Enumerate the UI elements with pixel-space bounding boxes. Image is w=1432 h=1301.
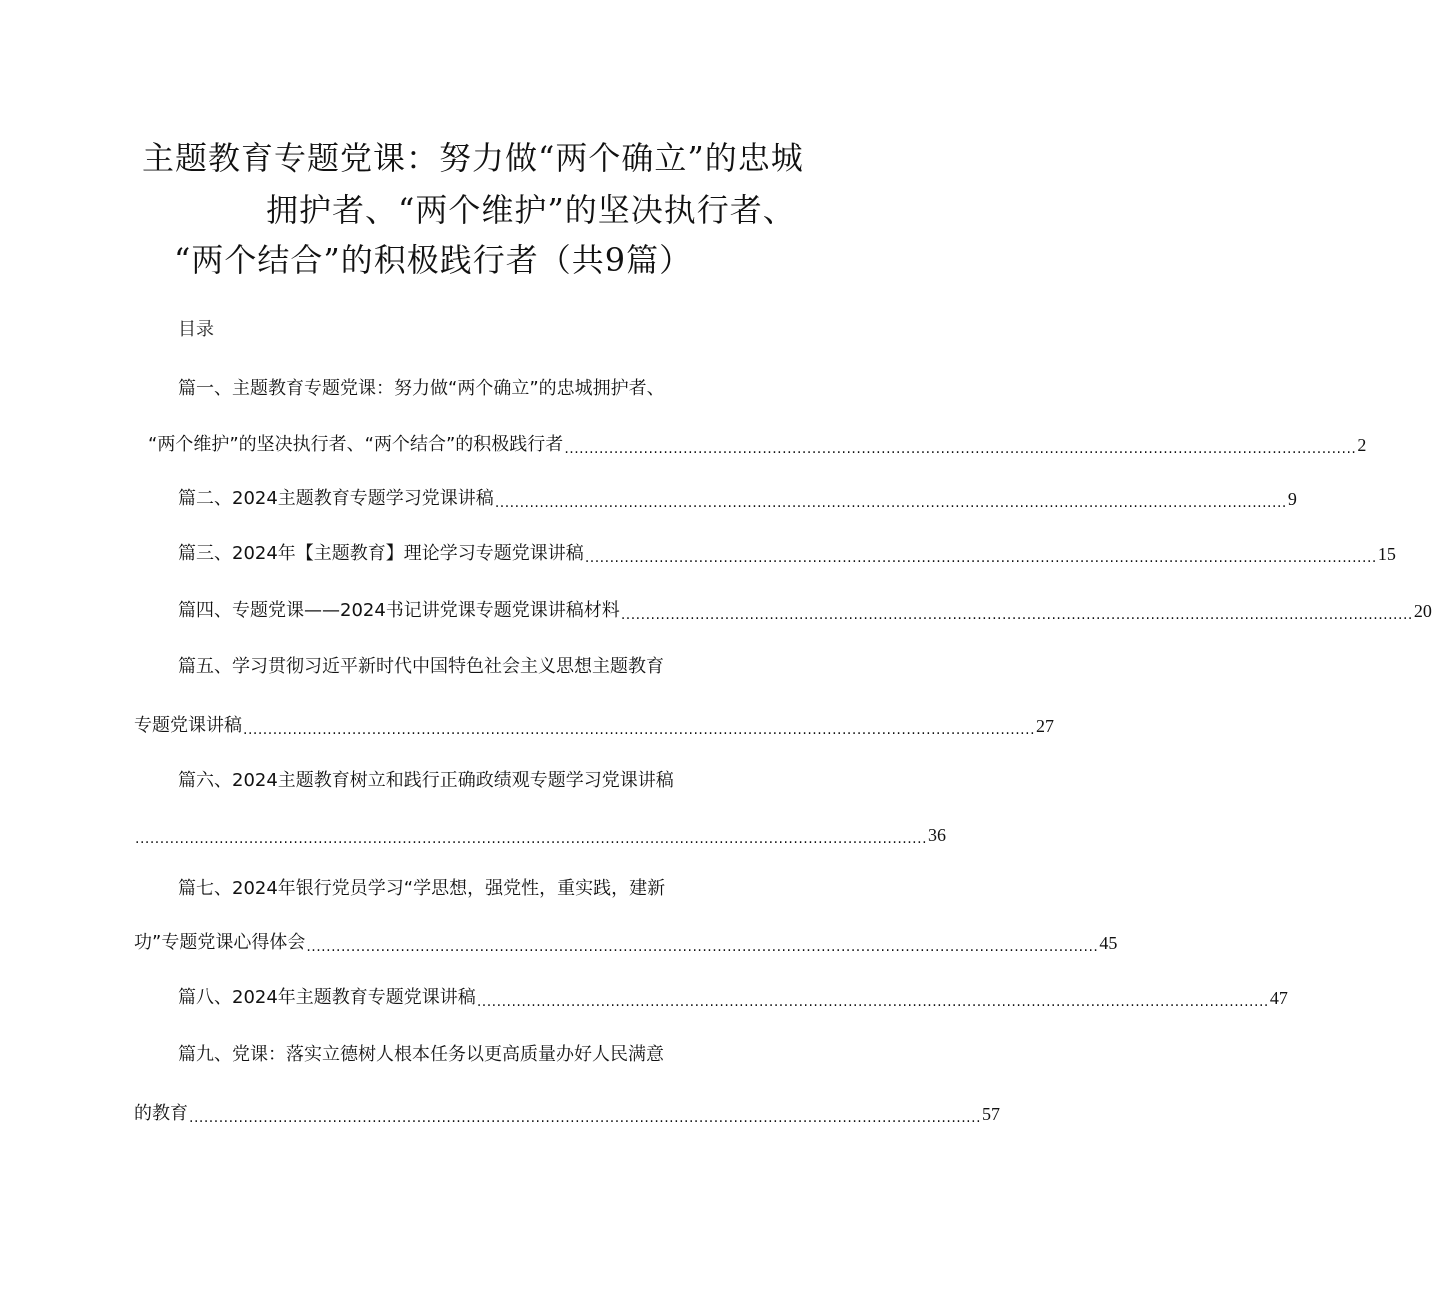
toc-entry-5-line-1[interactable] <box>178 654 664 680</box>
toc-entry-label: 篇七、2024年银行党员学习“学思想，强党性，重实践，建新 <box>178 878 666 899</box>
toc-page-number: 36 <box>928 825 947 845</box>
toc-page-number: 9 <box>1287 489 1297 509</box>
toc-entry-1-line-2[interactable] <box>148 432 1367 458</box>
toc-entry-label: 的教育 <box>134 1103 188 1124</box>
toc-entry-label: 篇九、党课：落实立德树人根本任务以更高质量办好人民满意 <box>178 1044 664 1065</box>
toc-entry-6-line-2[interactable] <box>134 822 947 848</box>
toc-entry-9-line-1[interactable] <box>178 1042 664 1068</box>
leader-dots: ................................................................................................................................................................ <box>306 939 1099 955</box>
toc-entry-label: 篇二、2024主题教育专题学习党课讲稿 <box>178 488 494 509</box>
toc-entry-2[interactable] <box>178 486 1297 512</box>
toc-entry-7-line-1[interactable] <box>178 876 665 902</box>
leader-dots: ................................................................................................................................................................ <box>476 994 1269 1010</box>
toc-entry-label: 专题党课讲稿 <box>134 715 242 736</box>
leader-dots: ................................................................................................................................................................ <box>564 441 1357 457</box>
toc-entry-5-line-2[interactable] <box>134 713 1055 739</box>
toc-entry-6-line-1[interactable] <box>178 768 674 794</box>
toc-entry-7-line-2[interactable] <box>134 930 1118 956</box>
toc-heading: 目录 <box>178 319 214 340</box>
toc-page-number: 15 <box>1377 544 1396 564</box>
toc-entry-label: 篇一、主题教育专题党课：努力做“两个确立”的忠城拥护者、 <box>178 378 665 399</box>
toc-entry-3[interactable] <box>178 541 1396 567</box>
leader-dots: ................................................................................................................................................................ <box>243 722 1036 738</box>
toc-entry-label: 功”专题党课心得体会 <box>134 932 306 953</box>
toc-entry-label: 篇三、2024年【主题教育】理论学习专题党课讲稿 <box>178 543 584 564</box>
toc-page-number: 57 <box>982 1104 1001 1124</box>
leader-dots: ................................................................................................................................................................ <box>620 607 1413 623</box>
leader-dots: ................................................................................................................................................................ <box>189 1110 982 1126</box>
toc-page-number: 27 <box>1036 716 1055 736</box>
toc-page-number: 20 <box>1413 601 1432 621</box>
toc-page-number: 2 <box>1357 435 1367 455</box>
toc-entry-label: 篇四、专题党课——2024书记讲党课专题党课讲稿材料 <box>178 600 620 621</box>
toc-entry-label: “两个维护”的坚决执行者、“两个结合”的积极践行者 <box>148 434 564 455</box>
title-line-1: 主题教育专题党课：努力做“两个确立”的忠城 <box>142 139 804 177</box>
leader-dots: ................................................................................................................................................................ <box>135 831 928 847</box>
toc-entry-1-line-1[interactable] <box>178 376 665 402</box>
toc-entry-label: 篇六、2024主题教育树立和践行正确政绩观专题学习党课讲稿 <box>178 770 674 791</box>
toc-entry-9-line-2[interactable] <box>134 1101 1001 1127</box>
toc-entry-label: 篇五、学习贯彻习近平新时代中国特色社会主义思想主题教育 <box>178 656 664 677</box>
title-line-2: 拥护者、“两个维护”的坚决执行者、 <box>266 191 796 229</box>
title-line-3: “两个结合”的积极践行者（共9篇） <box>174 241 693 279</box>
toc-page-number: 45 <box>1099 933 1118 953</box>
toc-page-number: 47 <box>1269 988 1288 1008</box>
leader-dots: ................................................................................................................................................................ <box>584 550 1377 566</box>
toc-entry-8[interactable] <box>178 985 1288 1011</box>
leader-dots: ................................................................................................................................................................ <box>494 495 1287 511</box>
toc-entry-4[interactable] <box>178 598 1432 624</box>
toc-entry-label: 篇八、2024年主题教育专题党课讲稿 <box>178 987 476 1008</box>
